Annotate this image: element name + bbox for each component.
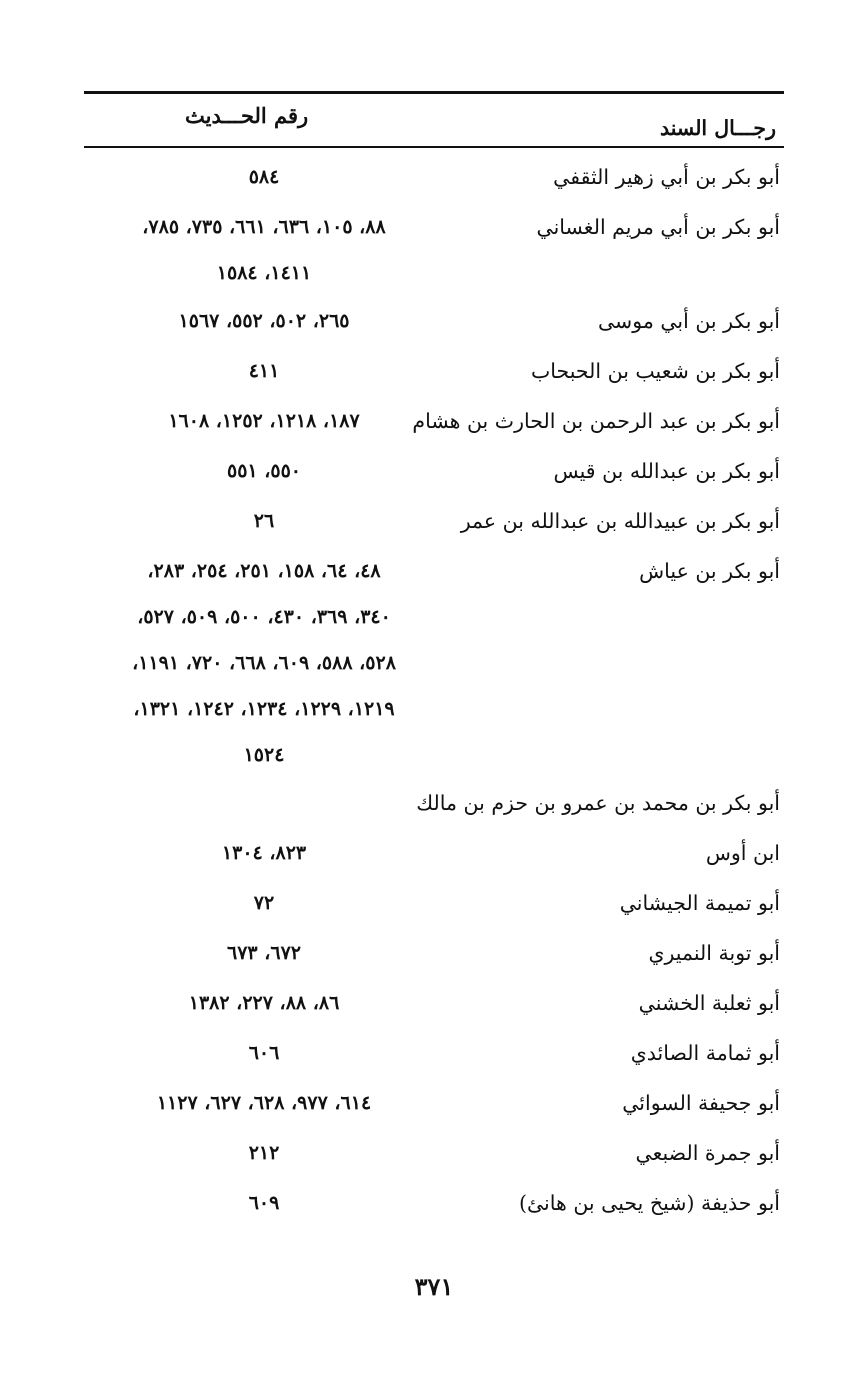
hadith-number-line: ٥٨٤ [248, 166, 280, 188]
hadith-numbers [84, 202, 444, 296]
hadith-number-line: ٦٠٩ [248, 1192, 280, 1214]
narrator-name: أبو بكر بن أبي مريم الغساني [536, 215, 780, 239]
column-header-narrators: رجـــال السند [659, 116, 776, 140]
index-entry [84, 828, 784, 878]
top-rule [84, 91, 784, 94]
index-entry [84, 202, 784, 296]
hadith-number-line: ٥٥٠، ٥٥١ [227, 460, 301, 482]
hadith-numbers [84, 1128, 444, 1176]
column-header-hadith-number: رقم الحـــديث [185, 103, 309, 128]
narrator-name: أبو ثعلبة الخشني [638, 991, 780, 1015]
hadith-numbers [84, 496, 444, 544]
page-number: ٣٧١ [414, 1272, 454, 1301]
hadith-number-line: ٦١٤، ٩٧٧، ٦٢٨، ٦٢٧، ١١٢٧ [156, 1092, 372, 1114]
narrator-name: أبو بكر بن شعيب بن الحبحاب [530, 359, 780, 383]
narrator-name: أبو ثمامة الصائدي [630, 1041, 780, 1065]
hadith-number-line: ١٨٧، ١٢١٨، ١٢٥٢، ١٦٠٨ [168, 410, 360, 432]
hadith-numbers [84, 296, 444, 344]
index-entry [84, 1178, 784, 1228]
narrator-name: أبو بكر بن محمد بن عمرو بن حزم بن مالك [416, 791, 780, 815]
narrator-name: أبو بكر بن أبي زهير الثقفي [553, 165, 780, 189]
index-entry [84, 446, 784, 496]
narrator-name: أبو بكر بن أبي موسى [597, 309, 780, 333]
hadith-number-line: ٢٦ [253, 510, 275, 532]
index-entry [84, 1028, 784, 1078]
hadith-number-line: ٥٢٨، ٥٨٨، ٦٠٩، ٦٦٨، ٧٢٠، ١١٩١، [132, 652, 396, 674]
hadith-number-line: ٤١١ [248, 360, 280, 382]
hadith-numbers [84, 878, 444, 926]
hadith-number-line: ٣٤٠، ٣٦٩، ٤٣٠، ٥٠٠، ٥٠٩، ٥٢٧، [137, 606, 391, 628]
narrator-name: أبو بكر بن عبيدالله بن عبدالله بن عمر [460, 509, 780, 533]
hadith-numbers [84, 828, 444, 876]
index-entry [84, 1078, 784, 1128]
hadith-numbers [84, 1078, 444, 1126]
hadith-numbers [84, 152, 444, 200]
header-rule [84, 146, 784, 148]
hadith-numbers [84, 1028, 444, 1076]
hadith-numbers [84, 396, 444, 444]
hadith-number-line: ٢١٢ [248, 1142, 280, 1164]
hadith-number-line: ٧٢ [253, 892, 275, 914]
index-entry [84, 1128, 784, 1178]
hadith-number-line: ٨٢٣، ١٣٠٤ [221, 842, 307, 864]
index-entry [84, 396, 784, 446]
hadith-number-line: ٦٧٢، ٦٧٣ [227, 942, 301, 964]
hadith-numbers [84, 446, 444, 494]
index-entry [84, 546, 784, 778]
narrator-name: أبو بكر بن عياش [639, 559, 780, 583]
hadith-number-line: ٦٠٦ [248, 1042, 280, 1064]
hadith-numbers [84, 978, 444, 1026]
index-entry [84, 296, 784, 346]
hadith-number-line: ٢٦٥، ٥٠٢، ٥٥٢، ١٥٦٧ [178, 310, 350, 332]
narrator-name: أبو بكر بن عبدالله بن قيس [553, 459, 780, 483]
narrator-name: أبو تميمة الجيشاني [619, 891, 780, 915]
index-entry [84, 978, 784, 1028]
hadith-number-line: ١٢١٩، ١٢٢٩، ١٢٣٤، ١٢٤٢، ١٣٢١، [133, 698, 395, 720]
narrator-name: ابن أوس [705, 841, 780, 865]
index-entry [84, 152, 784, 202]
hadith-numbers [84, 346, 444, 394]
hadith-number-line: ٤٨، ٦٤، ١٥٨، ٢٥١، ٢٥٤، ٢٨٣، [147, 560, 381, 582]
hadith-number-line: ١٤١١، ١٥٨٤ [216, 262, 312, 284]
index-entry [84, 496, 784, 546]
hadith-number-line: ٨٨، ١٠٥، ٦٣٦، ٦٦١، ٧٣٥، ٧٨٥، [142, 216, 386, 238]
narrator-index-list [84, 152, 784, 1228]
hadith-number-line: ١٥٢٤ [243, 744, 285, 766]
index-entry [84, 928, 784, 978]
hadith-numbers [84, 546, 444, 778]
narrator-name: أبو جحيفة السوائي [622, 1091, 780, 1115]
hadith-numbers [84, 1178, 444, 1226]
index-entry [84, 346, 784, 396]
narrator-name: أبو حذيفة (شيخ يحيى بن هانئ) [518, 1191, 780, 1215]
hadith-number-line: ٨٦، ٨٨، ٢٢٧، ١٣٨٢ [188, 992, 340, 1014]
index-entry [84, 878, 784, 928]
narrator-name: أبو بكر بن عبد الرحمن بن الحارث بن هشام [412, 409, 780, 433]
narrator-name: أبو جمرة الضبعي [635, 1141, 780, 1165]
hadith-numbers [84, 928, 444, 976]
index-entry [84, 778, 784, 828]
narrator-name: أبو توبة النميري [648, 941, 780, 965]
